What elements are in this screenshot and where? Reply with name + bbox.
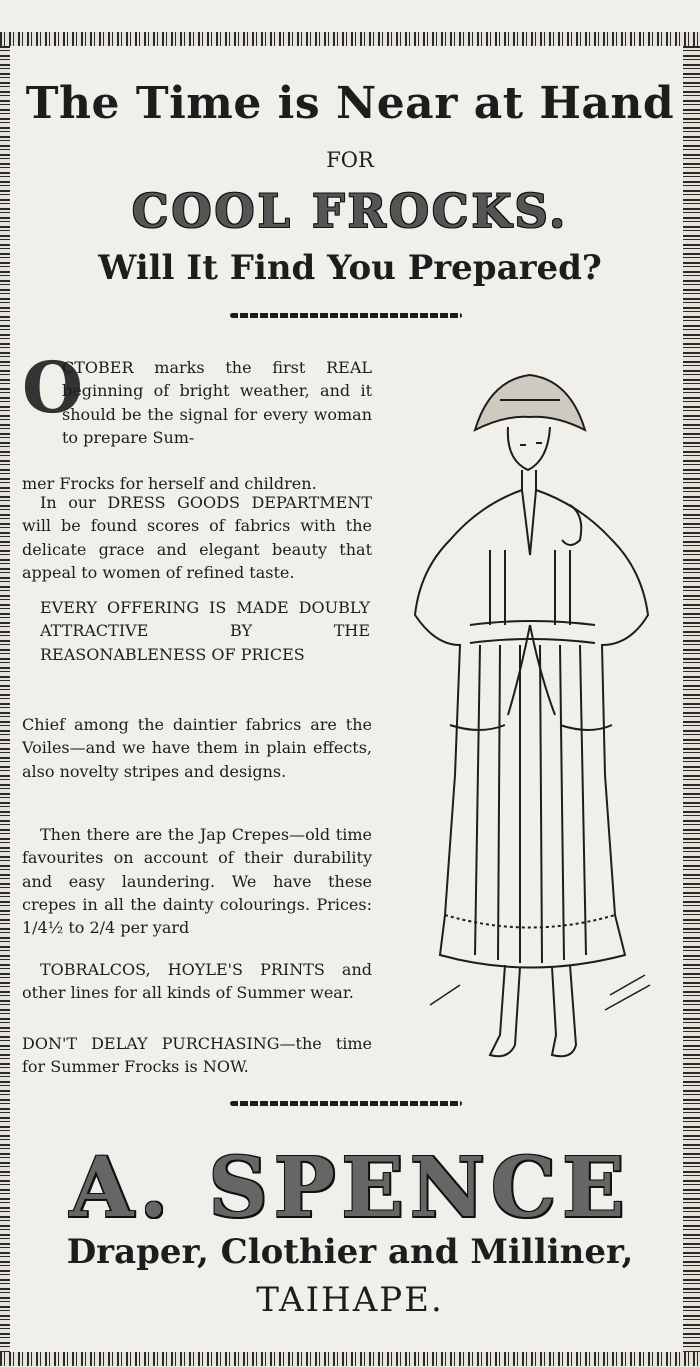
firm-town: TAIHAPE. bbox=[256, 1280, 444, 1320]
firm-tagline: Draper, Clothier and Milliner, bbox=[66, 1232, 634, 1272]
cool-frocks-heading: COOL FROCKS. bbox=[131, 184, 569, 238]
paragraph-tobralcos: TOBRALCOS, HOYLE'S PRINTS and other lines for all kinds of Summer wear. bbox=[22, 960, 372, 1003]
drop-cap: O bbox=[22, 346, 83, 429]
paragraph-every-offering: EVERY OFFERING IS MADE DOUBLY ATTRACTIVE BY THE REASONABLENESS OF PRICES bbox=[40, 598, 370, 664]
ornamental-border-right bbox=[683, 46, 700, 1352]
paragraph-jap-crepes: Then there are the Jap Crepes—old time favourites on account of their durability and easy laundering. We have these crepes in all the dainty colourings. Prices: 1/4½ to 2/4 per yard bbox=[22, 825, 372, 938]
paragraph-dress-goods: In our DRESS GOODS DEPARTMENT will be found scores of fabrics with the delicate grace and elegant beauty that appeal to women of refined taste. bbox=[22, 493, 372, 582]
question-heading: Will It Find You Prepared? bbox=[98, 248, 602, 288]
paragraph-dont-delay: DON'T DELAY PURCHASING—the time for Summer Frocks is NOW. bbox=[22, 1034, 372, 1077]
ornamental-border-left bbox=[0, 46, 10, 1352]
paragraph-voiles: Chief among the daintier fabrics are the Voiles—and we have them in plain effects, also novelty stripes and designs. bbox=[22, 715, 372, 781]
ornamental-border-bottom bbox=[0, 1352, 700, 1366]
firm-name: A. SPENCE bbox=[69, 1140, 631, 1236]
for-line: FOR bbox=[326, 148, 374, 172]
paragraph-october-end: mer Frocks for herself and children. bbox=[22, 474, 317, 493]
woman-in-summer-frock-illustration bbox=[380, 355, 680, 1065]
headline: The Time is Near at Hand bbox=[25, 78, 675, 129]
paragraph-october: CTOBER marks the first REAL beginning of bright weather, and it should be the signal for every woman to prepare Sum- bbox=[62, 358, 372, 447]
decorative-rule-top bbox=[230, 313, 462, 318]
decorative-rule-bottom bbox=[230, 1101, 462, 1106]
ornamental-border-top bbox=[0, 32, 700, 46]
